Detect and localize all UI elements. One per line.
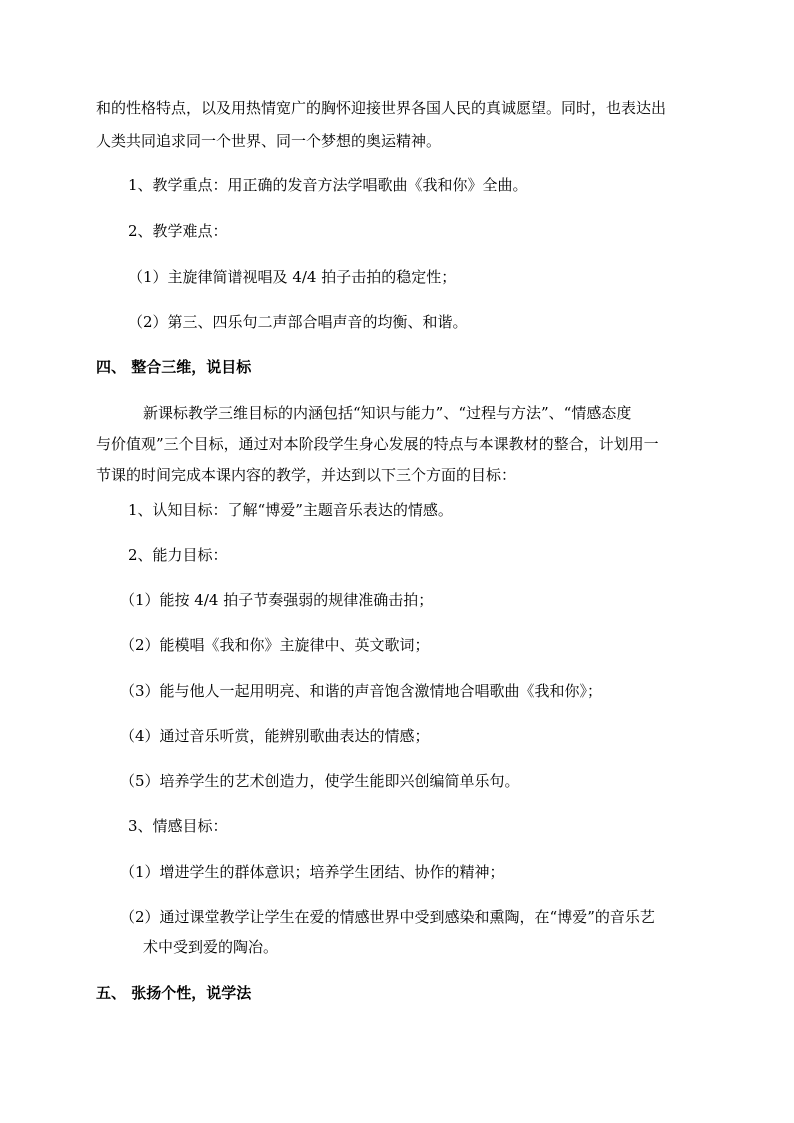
- section-4-heading: 四、 整合三维，说目标: [96, 358, 252, 376]
- ability-item-4: （4）通过音乐听赏，能辨别歌曲表达的情感；: [120, 727, 430, 745]
- ability-item-1: （1）能按 4/4 拍子节奏强弱的规律准确击拍；: [120, 591, 434, 609]
- cognitive-goal: 1、认知目标：了解“博爱”主题音乐表达的情感。: [128, 501, 453, 519]
- ability-goal-title: 2、能力目标：: [128, 546, 228, 564]
- teaching-difficulty-item-1: （1）主旋律简谱视唱及 4/4 拍子击拍的稳定性；: [128, 268, 457, 286]
- emotion-item-2-line-1: （2）通过课堂教学让学生在爱的情感世界中受到感染和熏陶，在“博爱”的音乐艺: [120, 908, 655, 926]
- ability-item-3: （3）能与他人一起用明亮、和谐的声音饱含激情地合唱歌曲《我和你》；: [120, 682, 603, 700]
- emotion-goal-title: 3、情感目标：: [128, 817, 228, 835]
- ability-item-5: （5）培养学生的艺术创造力，使学生能即兴创编简单乐句。: [120, 772, 520, 790]
- teaching-difficulty-item-2: （2）第三、四乐句二声部合唱声音的均衡、和谐。: [128, 313, 468, 331]
- section-4-para-line-3: 节课的时间完成本课内容的教学，并达到以下三个方面的目标：: [96, 466, 517, 484]
- teaching-difficulty-title: 2、教学难点：: [128, 222, 228, 240]
- section-5-heading: 五、 张扬个性，说学法: [96, 984, 252, 1002]
- teaching-key-point: 1、教学重点：用正确的发音方法学唱歌曲《我和你》全曲。: [128, 176, 528, 194]
- section-4-para-line-1: 新课标教学三维目标的内涵包括“知识与能力”、“过程与方法”、“情感态度: [143, 404, 632, 422]
- ability-item-2: （2）能模唱《我和你》主旋律中、英文歌词；: [120, 636, 430, 654]
- intro-line-2: 人类共同追求同一个世界、同一个梦想的奥运精神。: [96, 132, 442, 150]
- intro-line-1: 和的性格特点，以及用热情宽广的胸怀迎接世界各国人民的真诚愿望。同时，也表达出: [96, 99, 667, 117]
- emotion-item-2-line-2: 术中受到爱的陶冶。: [143, 938, 279, 956]
- section-4-para-line-2: 与价值观”三个目标，通过对本阶段学生身心发展的特点与本课教材的整合，计划用一: [96, 435, 659, 453]
- emotion-item-1: （1）增进学生的群体意识；培养学生团结、协作的精神；: [120, 863, 505, 881]
